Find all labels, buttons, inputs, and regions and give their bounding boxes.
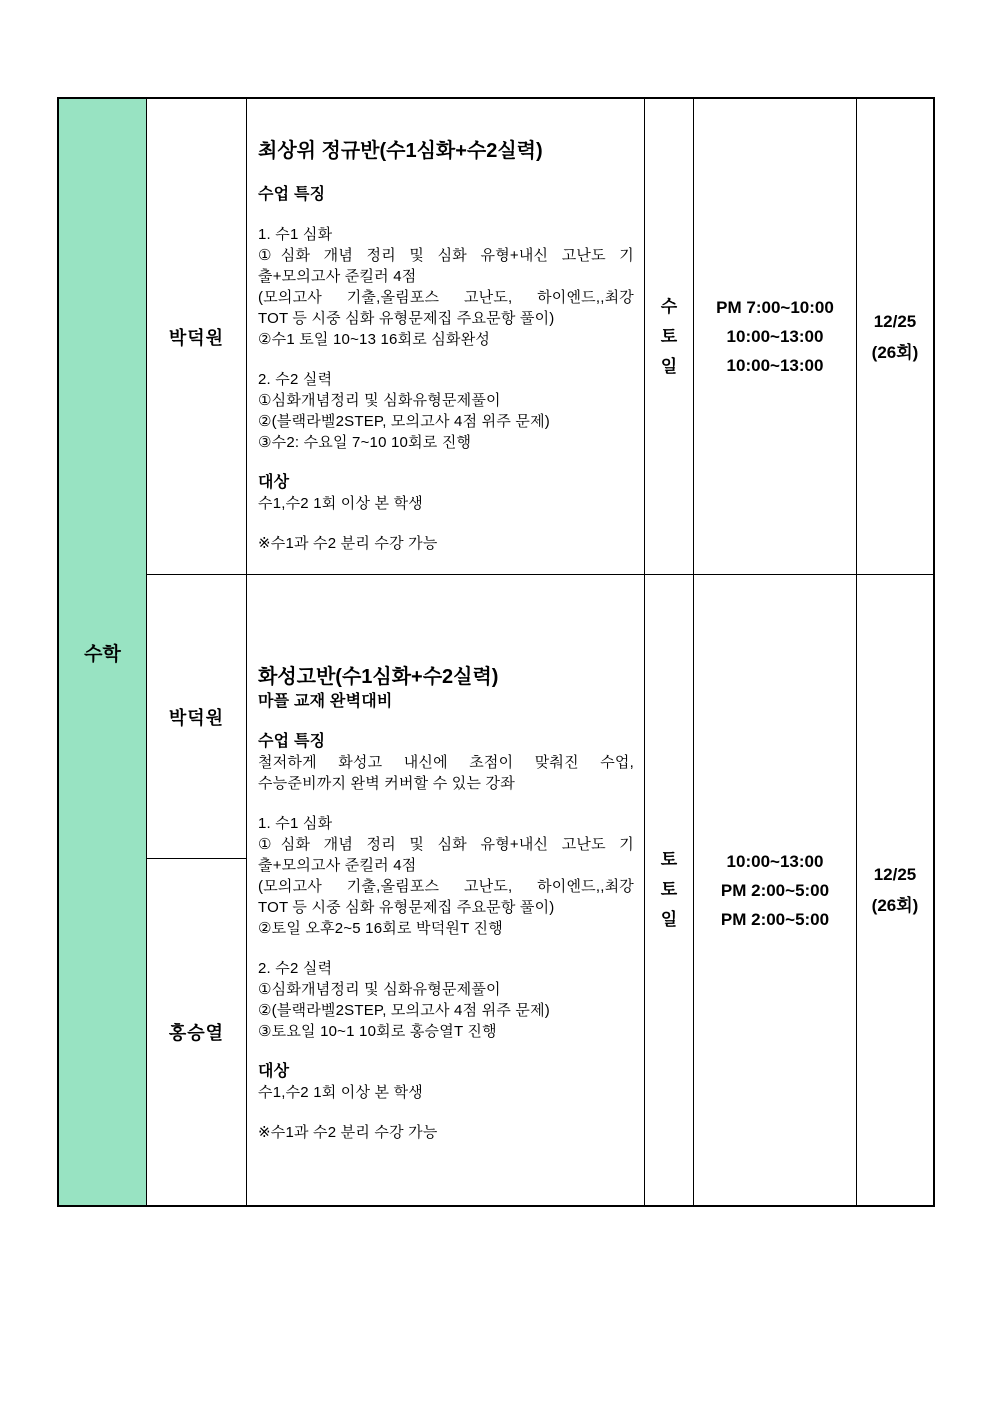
- date-cell-row2: [857, 575, 933, 1205]
- class-description-line: ③수2: 수요일 7~10 10회로 진행: [258, 434, 472, 451]
- day-label: 토: [660, 850, 678, 869]
- class-description-line: 대상: [258, 474, 290, 491]
- schedule-table: [57, 97, 935, 1207]
- day-label: 일: [660, 356, 678, 376]
- teacher-cell-row2: [147, 575, 247, 1205]
- class-description-line: [258, 1103, 634, 1122]
- class-description-line: 최상위 정규반(수1심화+수2실력): [258, 140, 543, 162]
- class-description-line: 대상: [258, 1063, 290, 1080]
- date-cell-row1: [857, 99, 933, 575]
- class-description-line: ②(블랙라벨2STEP, 모의고사 4점 위주 문제): [258, 1002, 550, 1019]
- days-cell-row2: [645, 575, 694, 1205]
- class-description-line: 수1,수2 1회 이상 본 학생: [258, 495, 423, 512]
- date-label: (26회): [871, 342, 919, 362]
- class-description-line: [258, 205, 634, 224]
- class-description-line: ②토일 오후2~5 16회로 박덕원T 진행: [258, 920, 503, 937]
- day-label: 수: [660, 296, 678, 316]
- class-description-line: 화성고반(수1심화+수2실력): [258, 666, 499, 688]
- class-description-line: 철저하게 화성고 내신에 초점이 맞춰진 수업,: [258, 754, 634, 771]
- class-description-line: 2. 수2 실력: [258, 960, 333, 977]
- class-description-line: 1. 수1 심화: [258, 815, 333, 832]
- class-description-line: 마플 교재 완벽대비: [258, 693, 393, 710]
- time-label: 10:00~13:00: [726, 851, 824, 871]
- class-description-line: ②(블랙라벨2STEP, 모의고사 4점 위주 문제): [258, 413, 550, 430]
- class-description-line: TOT 등 시중 심화 유형문제집 주요문항 풀이): [258, 310, 555, 327]
- class-description-line: ②수1 토일 10~13 16회로 심화완성: [258, 331, 491, 348]
- class-description-line: (모의고사 기출,올림포스 고난도, 하이엔드,,최강: [258, 289, 634, 306]
- class-description-line: (모의고사 기출,올림포스 고난도, 하이엔드,,최강: [258, 878, 634, 895]
- time-label: PM 2:00~5:00: [720, 880, 830, 900]
- day-label: 토: [660, 880, 678, 899]
- time-label: PM 7:00~10:00: [716, 298, 834, 317]
- time-label: 10:00~13:00: [726, 327, 824, 346]
- class-description-line: 수1,수2 1회 이상 본 학생: [258, 1084, 423, 1101]
- class-description-line: 출+모의고사 준킬러 4점: [258, 268, 417, 285]
- days-cell-row1: [645, 99, 694, 575]
- class-description-line: 수능준비까지 완벽 커버할 수 있는 강좌: [258, 775, 515, 792]
- date-label: 12/25: [873, 865, 917, 884]
- times-cell-row2: [694, 575, 857, 1205]
- class-description-row2: [247, 575, 645, 1205]
- class-description-line: TOT 등 시중 심화 유형문제집 주요문항 풀이): [258, 899, 555, 916]
- day-label: 토: [660, 326, 678, 346]
- teacher-cell-row1: [147, 99, 247, 575]
- date-label: (26회): [871, 896, 919, 915]
- class-description-line: ③토요일 10~1 10회로 홍승열T 진행: [258, 1023, 497, 1040]
- class-description-line: 출+모의고사 준킬러 4점: [258, 857, 417, 874]
- class-description-line: 2. 수2 실력: [258, 371, 333, 388]
- teacher-name: 박덕원: [168, 327, 225, 348]
- class-description-line: [258, 453, 634, 472]
- class-description-line: ①심화개념정리 및 심화유형문제풀이: [258, 981, 501, 998]
- class-description-line: [258, 165, 634, 184]
- class-description-line: ①심화개념정리 및 심화유형문제풀이: [258, 392, 501, 409]
- class-description-line: ※수1과 수2 분리 수강 가능: [258, 1124, 438, 1141]
- subject-cell: [59, 99, 147, 1205]
- teacher-sub-cell-top: [147, 575, 246, 859]
- class-description-line: ①심화 개념 정리 및 심화 유형+내신 고난도 기: [258, 247, 634, 264]
- class-description-line: 수업 특징: [258, 186, 326, 203]
- subject-label: 수학: [84, 643, 121, 665]
- class-description-line: [258, 350, 634, 369]
- class-description-line: ①심화 개념 정리 및 심화 유형+내신 고난도 기: [258, 836, 634, 853]
- class-description-line: [258, 794, 634, 813]
- time-label: 10:00~13:00: [726, 356, 824, 375]
- class-description-line: [258, 712, 634, 731]
- teacher-name: 홍승열: [168, 1023, 225, 1043]
- class-description-line: 수업 특징: [258, 733, 326, 750]
- class-description-line: [258, 939, 634, 958]
- class-description-row1: [247, 99, 645, 575]
- day-label: 일: [660, 910, 678, 929]
- time-label: PM 2:00~5:00: [720, 909, 830, 929]
- date-label: 12/25: [873, 311, 917, 331]
- class-description-line: 1. 수1 심화: [258, 226, 333, 243]
- class-description-line: [258, 514, 634, 533]
- class-description-line: ※수1과 수2 분리 수강 가능: [258, 535, 438, 552]
- class-description-line: [258, 1042, 634, 1061]
- teacher-sub-cell-bottom: [147, 859, 246, 1205]
- times-cell-row1: [694, 99, 857, 575]
- teacher-name: 박덕원: [168, 707, 225, 728]
